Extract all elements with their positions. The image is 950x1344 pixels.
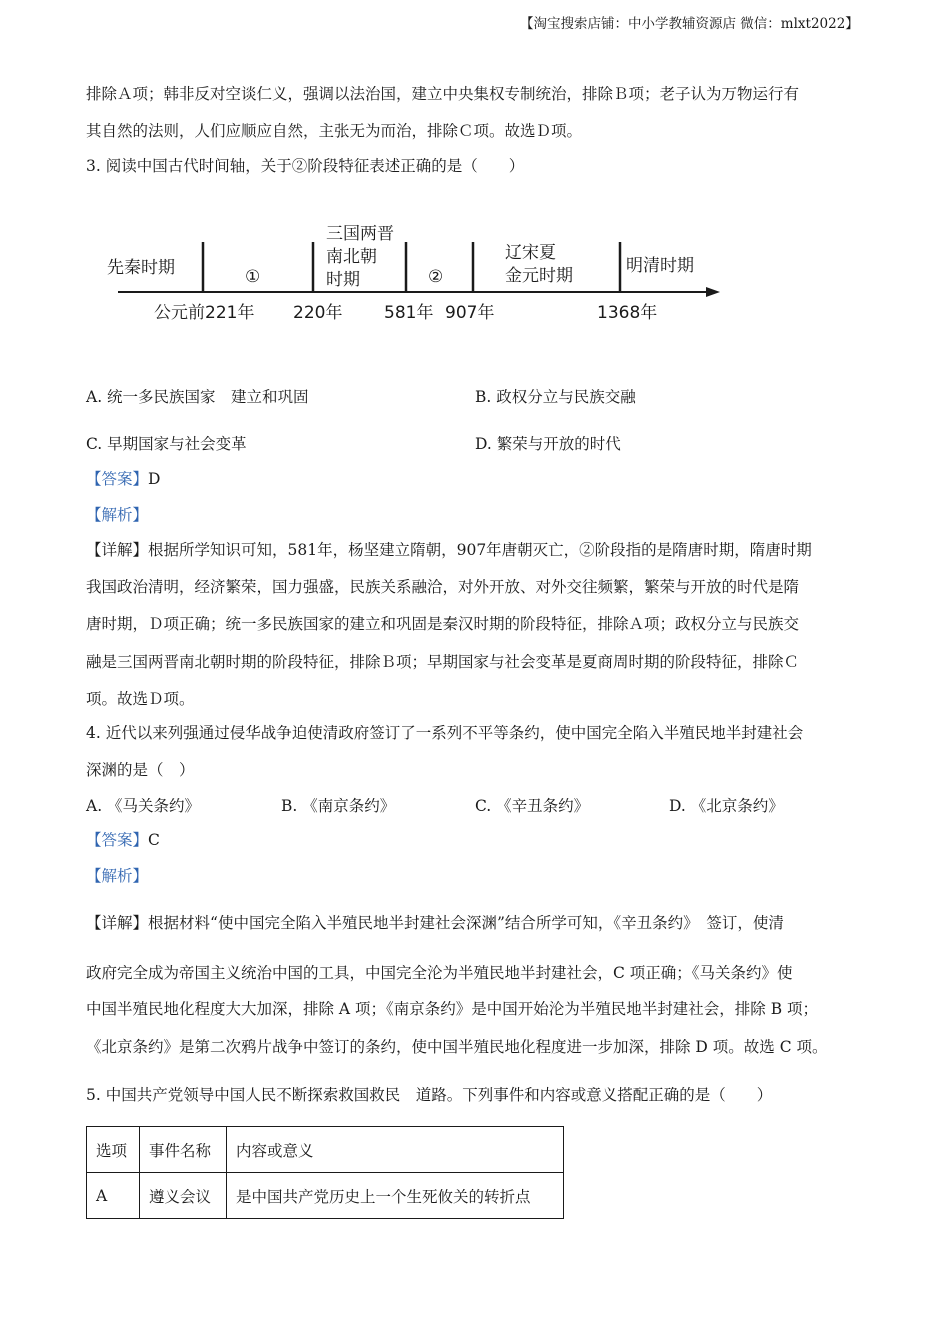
- intro-line-2: 其自然的法则，人们应顺应自然，主张无为而治，排除Ｃ项。故选Ｄ项。: [86, 122, 583, 140]
- period-three-kingdoms-1: 三国两晋: [326, 224, 394, 244]
- year-1368: 1368年: [597, 303, 658, 323]
- q3-option-c: C. 早期国家与社会变革: [86, 435, 247, 453]
- q3-option-a: A. 统一多民族国家 建立和巩固: [86, 388, 309, 406]
- q4-detail-text-1: 根据材料“使中国完全陷入半殖民地半封建社会深渊”结合所学可知，《辛丑条约》 签订，使清: [148, 914, 784, 932]
- q4-detail-line-4: 《北京条约》是第二次鸦片战争中签订的条约，使中国半殖民地化程度进一步加深，排除 D 项。故选 C 项。: [86, 1038, 828, 1056]
- q3-detail-line-3: 唐时期，Ｄ项正确；统一多民族国家的建立和巩固是秦汉时期的阶段特征，排除Ａ项；政权分立与民族交: [86, 615, 800, 633]
- year-220: 220年: [293, 303, 343, 323]
- q4-stem-line-2: 深渊的是（ ）: [86, 761, 195, 779]
- q3-answer-label: 【答案】: [86, 470, 149, 488]
- q4-detail-line-1: [86, 911, 784, 933]
- table-cell: 遵义会议: [140, 1173, 227, 1219]
- q3-stem: 3. 阅读中国古代时间轴，关于②阶段特征表述正确的是（ ）: [86, 157, 525, 175]
- q3-detail-line-5: 项。故选Ｄ项。: [86, 690, 195, 708]
- period-three-kingdoms-3: 时期: [326, 270, 360, 290]
- q3-answer-value: D: [148, 470, 161, 488]
- table-row: [87, 1173, 564, 1219]
- period-stage-2: ②: [428, 267, 444, 287]
- period-liao-song-2: 金元时期: [505, 266, 573, 286]
- table-header-cell: 事件名称: [140, 1127, 227, 1173]
- q3-analysis-label: 【解析】: [86, 506, 149, 524]
- page-header: 【淘宝搜索店铺：中小学教辅资源店 微信：mlxt2022】: [520, 16, 859, 32]
- table-cell: A: [87, 1173, 140, 1219]
- period-stage-1: ①: [245, 267, 261, 287]
- q4-option-c: C. 《辛丑条约》: [475, 797, 590, 815]
- q3-detail-line-2: 我国政治清明，经济繁荣，国力强盛，民族关系融洽，对外开放、对外交往频繁，繁荣与开放的时代是隋: [86, 578, 800, 596]
- table-cell: 是中国共产党历史上一个生死攸关的转折点: [227, 1173, 564, 1219]
- year-581: 581年: [384, 303, 434, 323]
- q4-answer: [86, 828, 160, 850]
- q3-option-d: D. 繁荣与开放的时代: [475, 435, 621, 453]
- q4-answer-label: 【答案】: [86, 831, 149, 849]
- q3-detail-line-1: [86, 538, 812, 560]
- q4-detail-label: 【详解】: [86, 914, 149, 932]
- q4-option-b: B. 《南京条约》: [281, 797, 396, 815]
- q3-detail-line-4: 融是三国两晋南北朝时期的阶段特征，排除Ｂ项；早期国家与社会变革是夏商周时期的阶段特征，排除Ｃ: [86, 653, 800, 671]
- q4-option-a: A. 《马关条约》: [86, 797, 201, 815]
- q3-detail-text-1: 根据所学知识可知，581年，杨坚建立隋朝，907年唐朝灭亡，②阶段指的是隋唐时期，隋唐时期: [148, 541, 812, 559]
- intro-line-1: 排除Ａ项；韩非反对空谈仁义，强调以法治国，建立中央集权专制统治，排除Ｂ项；老子认为万物运行有: [86, 85, 800, 103]
- table-header-row: [87, 1127, 564, 1173]
- q4-analysis-label: 【解析】: [86, 867, 149, 885]
- q3-answer: [86, 467, 160, 489]
- q4-stem-line-1: 4. 近代以来列强通过侵华战争迫使清政府签订了一系列不平等条约，使中国完全陷入半殖民地半封建社会: [86, 724, 804, 742]
- q5-table: [86, 1126, 564, 1219]
- q4-answer-value: C: [148, 831, 160, 849]
- period-pre-qin: 先秦时期: [107, 258, 175, 278]
- timeline-figure: [100, 218, 740, 328]
- year-907: 907年: [445, 303, 495, 323]
- q4-option-d: D. 《北京条约》: [669, 797, 784, 815]
- q4-detail-line-2: 政府完全成为帝国主义统治中国的工具，中国完全沦为半殖民地半封建社会，C 项正确；《马关条约》使: [86, 964, 793, 982]
- q3-option-b: B. 政权分立与民族交融: [475, 388, 636, 406]
- q4-detail-line-3: 中国半殖民地化程度大大加深，排除 A 项；《南京条约》是中国开始沦为半殖民地半封建社会，排除 B 项；: [86, 1000, 819, 1018]
- table-header-cell: 选项: [87, 1127, 140, 1173]
- period-three-kingdoms-2: 南北朝: [326, 247, 377, 267]
- table-header-cell: 内容或意义: [227, 1127, 564, 1173]
- period-liao-song-1: 辽宋夏: [505, 243, 556, 263]
- arrow-right-icon: [706, 287, 720, 297]
- period-ming-qing: 明清时期: [626, 256, 694, 276]
- year-221bc: 公元前221年: [154, 303, 255, 323]
- q5-stem: 5. 中国共产党领导中国人民不断探索救国救民 道路。下列事件和内容或意义搭配正确的是（ ）: [86, 1086, 773, 1104]
- q3-detail-label: 【详解】: [86, 541, 149, 559]
